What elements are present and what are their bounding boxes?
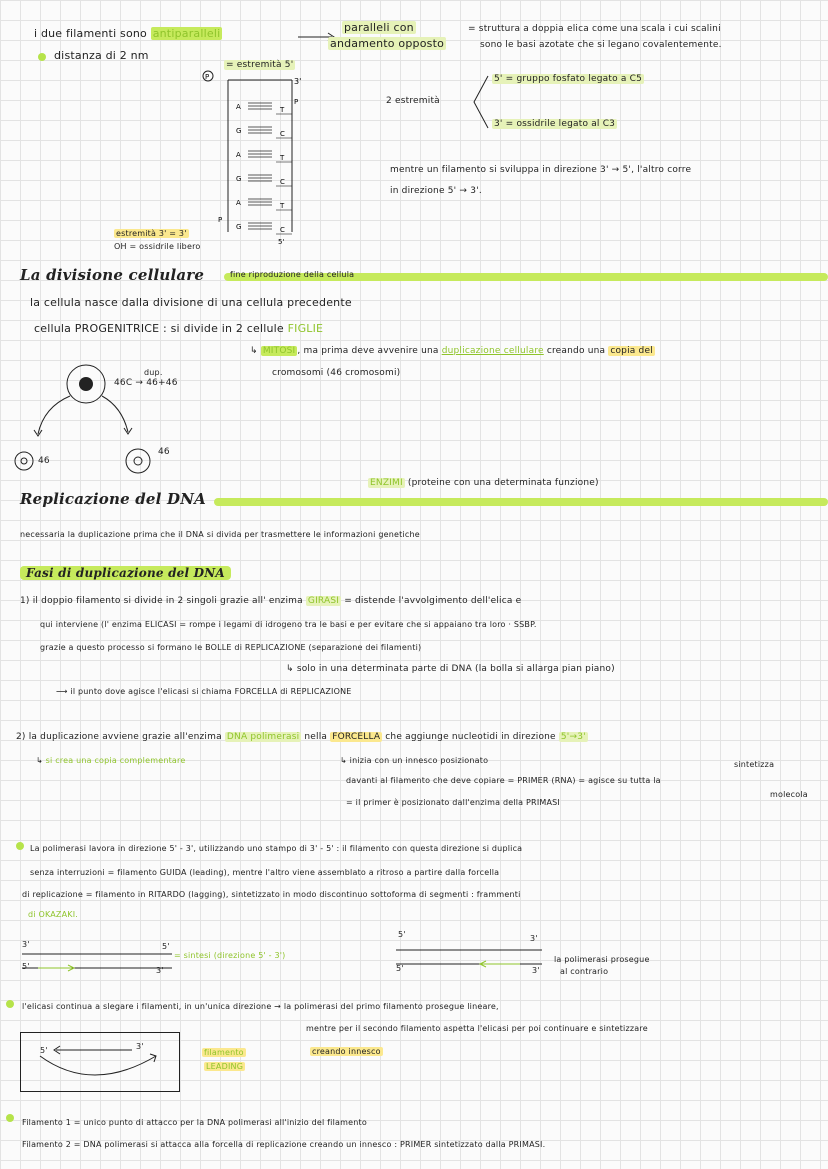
necessaria-line: necessaria la duplicazione prima che il DNA si divida per trasmettere le informazioni genetiche: [20, 530, 420, 539]
dna-pair-base: C: [280, 226, 285, 234]
prosegue-label-1: la polimerasi prosegue: [554, 955, 650, 964]
divisione-line-2: cellula PROGENITRICE : si divide in 2 cellule FIGLIE: [34, 322, 324, 335]
gruppo-fosfato: 5' = gruppo fosfato legato a C5: [494, 74, 643, 84]
antiparalleli-highlight: antiparalleli: [152, 27, 221, 40]
opposto-text: andamento opposto: [330, 37, 445, 50]
bullet-dot: [38, 53, 46, 61]
fase-2-molecola: molecola: [770, 790, 808, 799]
prosegue-label-2: al contrario: [560, 967, 609, 976]
fase-2-line-c: ↳ inizia con un innesco posizionato: [340, 756, 489, 765]
p-label: P: [205, 73, 210, 81]
p-label-right: P: [294, 98, 299, 106]
end-label: 5': [22, 962, 30, 971]
dna-base: G: [236, 127, 242, 135]
cell-46-left: 46: [38, 456, 50, 466]
distance-line: distanza di 2 nm: [54, 49, 149, 62]
dna-pair-base: C: [280, 178, 285, 186]
fine-label: fine riproduzione della cellula: [230, 270, 355, 279]
end-label: 5': [396, 964, 404, 973]
leading-label-1: filamento: [204, 1048, 244, 1057]
estremita-5-label: = estremità 5': [226, 60, 294, 70]
filamento-1-line: Filamento 1 = unico punto di attacco per la DNA polimerasi all'inizio del filamento: [22, 1118, 367, 1127]
dna-base: G: [236, 175, 242, 183]
fase-1-line-e: ⟶ il punto dove agisce l'elicasi si chiama FORCELLA di REPLICAZIONE: [56, 687, 352, 696]
struttura-line-2: sono le basi azotate che si legano covalentemente.: [480, 40, 722, 50]
elicasi-line-2: mentre per il secondo filamento aspetta l'elicasi per poi continuare e sintetizzare: [306, 1024, 648, 1033]
fase-2-line-b: ↳ si crea una copia complementare: [36, 756, 186, 765]
fase-2-line-a: 2) la duplicazione avviene grazie all'enzima DNA polimerasi nella FORCELLA che aggiunge nucleotidi in direzione 5'→3': [16, 732, 586, 742]
cell-46-right: 46: [158, 447, 170, 457]
dna-base: G: [236, 223, 242, 231]
dna-ladder-diagram: [196, 62, 306, 246]
fase-2-line-d: davanti al filamento che deve copiare = PRIMER (RNA) = agisce su tutta la: [346, 776, 661, 785]
dna-base: A: [236, 199, 241, 207]
intro-line-1: i due filamenti sono antiparalleli: [34, 27, 221, 40]
polimerasi-line-4: di OKAZAKI.: [28, 910, 79, 919]
replicazione-title: Replicazione del DNA: [20, 490, 206, 508]
dna-pair-base: C: [280, 130, 285, 138]
polimerasi-line-1: La polimerasi lavora in direzione 5' - 3', utilizzando uno stampo di 3' - 5' : il filamento con questa direzione si duplica: [30, 844, 523, 853]
end-label: 5': [162, 942, 170, 951]
elicasi-line-1: l'elicasi continua a slegare i filamenti, in un'unica direzione → la polimerasi del primo filamento prosegue lineare,: [22, 1002, 499, 1011]
mentre-line-2: in direzione 5' → 3'.: [390, 186, 482, 196]
fasi-title: Fasi di duplicazione del DNA: [20, 566, 231, 580]
ossidrile: 3' = ossidrile legato al C3: [494, 119, 616, 129]
fase-1-line-a: 1) il doppio filamento si divide in 2 singoli grazie all' enzima GIRASI = distende l'avvolgimento dell'elica e: [20, 596, 522, 606]
p-label-bottom: P: [218, 216, 223, 224]
fase-1-line-b: qui interviene (l' enzima ELICASI = rompe i legami di idrogeno tra le basi e per evitare che si appaiano tra loro · SSBP.: [40, 620, 537, 629]
polimerasi-line-2: senza interruzioni = filamento GUIDA (leading), mentre l'altro viene assemblato a ritroso a partire dalla forcella: [30, 868, 500, 877]
bracket-icon: [470, 72, 490, 132]
elicasi-line-3: creando innesco: [312, 1047, 381, 1056]
oh-label: OH = ossidrile libero: [114, 242, 201, 251]
leading-label-2: LEADING: [206, 1062, 244, 1071]
end-label: 3': [532, 966, 540, 975]
box-3-label: 3': [136, 1042, 144, 1051]
end-label: 5': [398, 930, 406, 939]
five-prime-label-bottom: 5': [278, 238, 285, 246]
sintesi-label: = sintesi (direzione 5' - 3'): [174, 951, 286, 960]
fase-2-line-e: = il primer è posizionato dall'enzima della PRIMASI: [346, 798, 560, 807]
leading-arc-diagram: [32, 1044, 172, 1084]
dup-label: dup.: [144, 368, 163, 377]
struttura-line-1: = struttura a doppia elica come una scala i cui scalini: [468, 24, 721, 34]
bullet-dot: [6, 1000, 14, 1008]
end-label: 3': [156, 966, 164, 975]
divisione-line-3: ↳ MITOSI , ma prima deve avvenire una duplicazione cellulare creando una copia del: [250, 346, 653, 356]
three-prime-label: 3': [294, 77, 302, 86]
fase-1-line-c: grazie a questo processo si formano le BOLLE di REPLICAZIONE (separazione dei filamenti): [40, 643, 422, 652]
estremita-3-label: estremità 3' = 3': [116, 229, 187, 238]
end-label: 3': [530, 934, 538, 943]
enzimi-line: ENZIMI (proteine con una determinata funzione): [370, 478, 599, 488]
paralleli-text: paralleli con: [344, 21, 414, 34]
dna-pair-base: T: [280, 202, 285, 210]
polimerasi-line-3: di replicazione = filamento in RITARDO (lagging), sintetizzato in modo discontinuo sottoforma di segmenti : frammenti: [22, 890, 521, 899]
filamento-2-line: Filamento 2 = DNA polimerasi si attacca alla forcella di replicazione creando un innesco : PRIMER sintetizzato dalla PRIMASI.: [22, 1140, 546, 1149]
bullet-dot: [16, 842, 24, 850]
dna-base: A: [236, 151, 241, 159]
due-estremita: 2 estremità: [386, 96, 440, 106]
dna-base: A: [236, 103, 241, 111]
divisione-line-4: cromosomi (46 cromosomi): [272, 368, 401, 378]
divisione-line-1: la cellula nasce dalla divisione di una cellula precedente: [30, 296, 352, 309]
title-bar-2: [214, 498, 828, 506]
end-label: 3': [22, 940, 30, 949]
fase-2-sintetizza: sintetizza: [734, 760, 775, 769]
dna-pair-base: T: [280, 106, 285, 114]
bullet-dot: [6, 1114, 14, 1122]
fase-1-line-d: ↳ solo in una determinata parte di DNA (la bolla si allarga pian piano): [286, 664, 615, 674]
mentre-line-1: mentre un filamento si sviluppa in direzione 3' → 5', l'altro corre: [390, 165, 692, 175]
formula: 46C → 46+46: [114, 378, 178, 388]
box-5-label: 5': [40, 1046, 48, 1055]
dna-pair-base: T: [280, 154, 285, 162]
divisione-title: La divisione cellulare: [20, 266, 205, 284]
